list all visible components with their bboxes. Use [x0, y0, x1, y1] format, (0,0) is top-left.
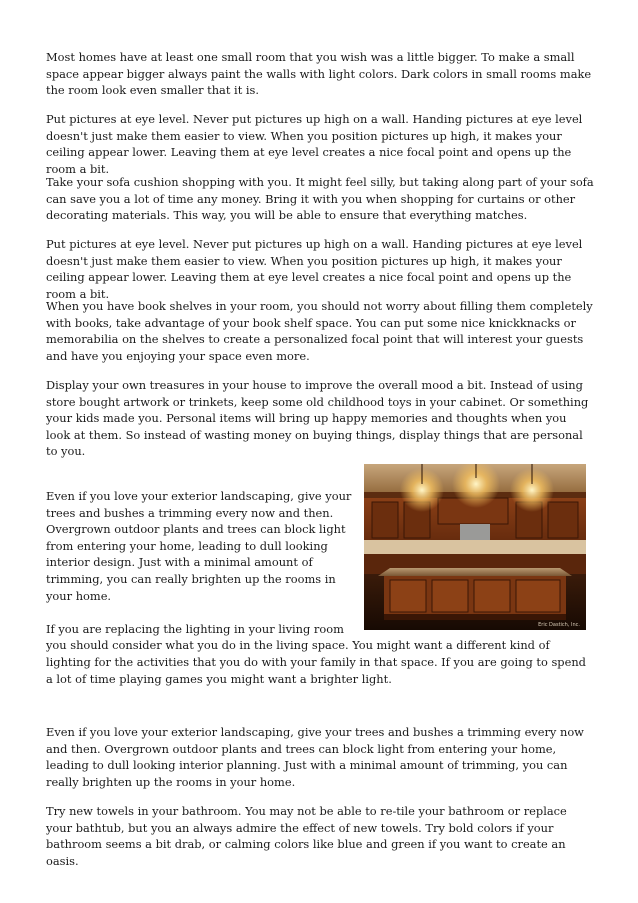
paragraph-landscaping-repeat: Even if you love your exterior landscaping, give your trees and bushes a trimming every now and then. Overgrown outdoor plants and trees can block light from entering your home, leading to dull looking interior planning. Just with a minimal amount of trimming, you can really brighten up the rooms in your home.: [46, 725, 584, 789]
photo-watermark: Eric Dastich, Inc.: [538, 622, 580, 628]
paragraph-pictures-eye-level-repeat: Put pictures at eye level. Never put pictures up high on a wall. Handing pictures at eye level doesn't just make them easier to view. When you position pictures up high, it makes your ceiling appear lower. Leaving them at eye level creates a nice focal point and opens up the room a bit.: [46, 237, 583, 301]
paragraph-sofa-cushion: Take your sofa cushion shopping with you. It might feel silly, but taking along part of your sofa can save you a lot of time any money. Bring it with you when shopping for curtains or other decorating materials. This way, you will be able to ensure that everything matches.: [46, 175, 594, 223]
paragraph-towels: Try new towels in your bathroom. You may not be able to re-tile your bathroom or replace your bathtub, but you an always admire the effect of new towels. Try bold colors if your bathroom seems a bit drab, or calming colors like blue and green if you want to create an oasis.: [46, 804, 567, 868]
paragraph-landscaping: Even if you love your exterior landscaping, give your trees and bushes a trimming every now and then. Overgrown outdoor plants and trees can block light from entering your home, leading to dull looking interior design. Just with a minimal amount of trimming, you can really brighten up the rooms in your home.: [46, 489, 352, 603]
paragraph-book-shelves: When you have book shelves in your room, you should not worry about filling them completely with books, take advantage of your book shelf space. You can put some nice knickknacks or memorabilia on the shelves to create a personalized focal point that will interest your guests and have you enjoying your space even more.: [46, 299, 593, 363]
paragraph-small-room: Most homes have at least one small room that you wish was a little bigger. To make a small space appear bigger always paint the walls with light colors. Dark colors in small rooms make the room look even smaller that it is.: [46, 50, 592, 98]
paragraph-treasures: Display your own treasures in your house to improve the overall mood a bit. Instead of using store bought artwork or trinkets, keep some old childhood toys in your cabinet. Or something your kids made you. Personal items will bring up happy memories and thoughts when you look at them. So instead of wasting money on buying things, display things that are personal to you.: [46, 378, 589, 459]
text-with-image-section: [46, 488, 594, 687]
paragraph-lighting: If you are replacing the lighting in your living room you should consider what you do in the living space. You might want a different kind of lighting for the activities that you do with your family in that space. If you are going to spend a lot of time playing games you might want a brighter light.: [46, 621, 586, 686]
paragraph-pictures-eye-level: Put pictures at eye level. Never put pictures up high on a wall. Handing pictures at eye level doesn't just make them easier to view. When you position pictures up high, it makes your ceiling appear lower. Leaving them at eye level creates a nice focal point and opens up the room a bit.: [46, 112, 583, 176]
kitchen-photo: [364, 464, 586, 630]
